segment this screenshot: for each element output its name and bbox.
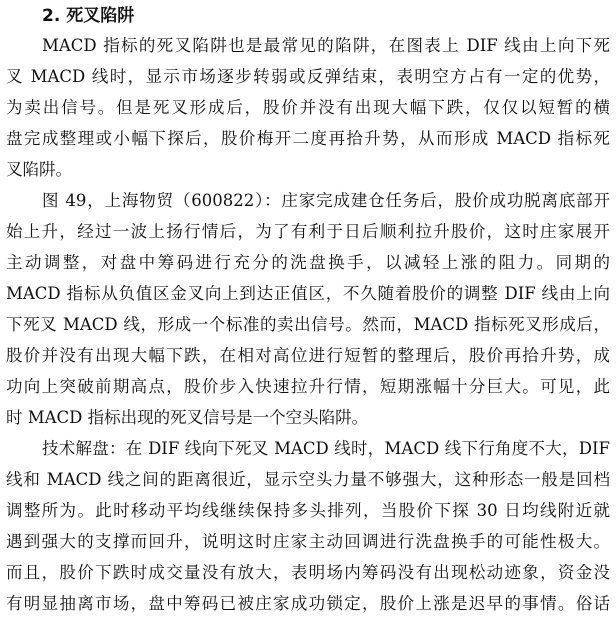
paragraph-1-line-5: 叉陷阱。 — [6, 160, 72, 179]
paragraph-2-line-1: 图 49，上海物贸（600822）：庄家完成建仓任务后，股价成功脱离底部开 — [42, 191, 610, 210]
paragraph-1-line-4: 盘完成整理或小幅下探后，股价梅开二度再拾升势，从而形成 MACD 指标死 — [6, 129, 610, 148]
paragraph-3-line-4: 遇到强大的支撑而回升，说明这时庄家主动回调进行洗盘换手的可能性极大。 — [6, 532, 610, 551]
paragraph-2-line-3: 主动调整，对盘中筹码进行充分的洗盘换手，以减轻上涨的阻力。同期的 — [6, 253, 610, 272]
paragraph-2-line-8: 时 MACD 指标出现的死叉信号是一个空头陷阱。 — [6, 408, 369, 427]
section-title: 死叉陷阱 — [66, 6, 135, 26]
section-heading — [42, 4, 134, 28]
paragraph-2-line-4: MACD 指标从负值区金叉向上到达正值区，不久随着股价的调整 DIF 线由上向 — [6, 284, 610, 303]
section-number: 2. — [42, 6, 61, 26]
paragraph-1-line-2: 叉 MACD 线时，显示市场逐步转弱或反弹结束，表明空方占有一定的优势， — [6, 67, 610, 86]
paragraph-3-line-2: 线和 MACD 线之间的距离很近，显示空头力量不够强大，这种形态一般是回档 — [6, 470, 610, 489]
paragraph-3-line-5: 而且，股价下跌时成交量没有放大，表明场内筹码没有出现松动迹象，资金没 — [6, 563, 610, 582]
paragraph-3-line-6: 有明显抽离市场，盘中筹码已被庄家成功锁定，股价上涨是迟早的事情。俗话 — [6, 594, 610, 613]
paragraph-1-line-3: 为卖出信号。但是死叉形成后，股价并没有出现大幅下跌，仅仅以短暂的横 — [6, 98, 610, 117]
paragraph-2-line-7: 功向上突破前期高点，股价步入快速拉升行情，短期涨幅十分巨大。可见，此 — [6, 377, 610, 396]
paragraph-3-line-3: 调整所为。此时移动平均线继续保持多头排列，当股价下探 30 日均线附近就 — [6, 501, 610, 520]
paragraph-1-line-1: MACD 指标的死叉陷阱也是最常见的陷阱，在图表上 DIF 线由上向下死 — [42, 36, 610, 55]
paragraph-2-line-2: 始上升，经过一波上扬行情后，为了有利于日后顺利拉升股价，这时庄家展开 — [6, 222, 610, 241]
paragraph-2-line-6: 股价并没有出现大幅下跌，在相对高位进行短暂的整理后，股价再拾升势，成 — [6, 346, 610, 365]
paragraph-2-line-5: 下死叉 MACD 线，形成一个标准的卖出信号。然而，MACD 指标死叉形成后， — [6, 315, 610, 334]
paragraph-3-line-1: 技术解盘：在 DIF 线向下死叉 MACD 线时，MACD 线下行角度不大，DIF — [42, 439, 610, 458]
